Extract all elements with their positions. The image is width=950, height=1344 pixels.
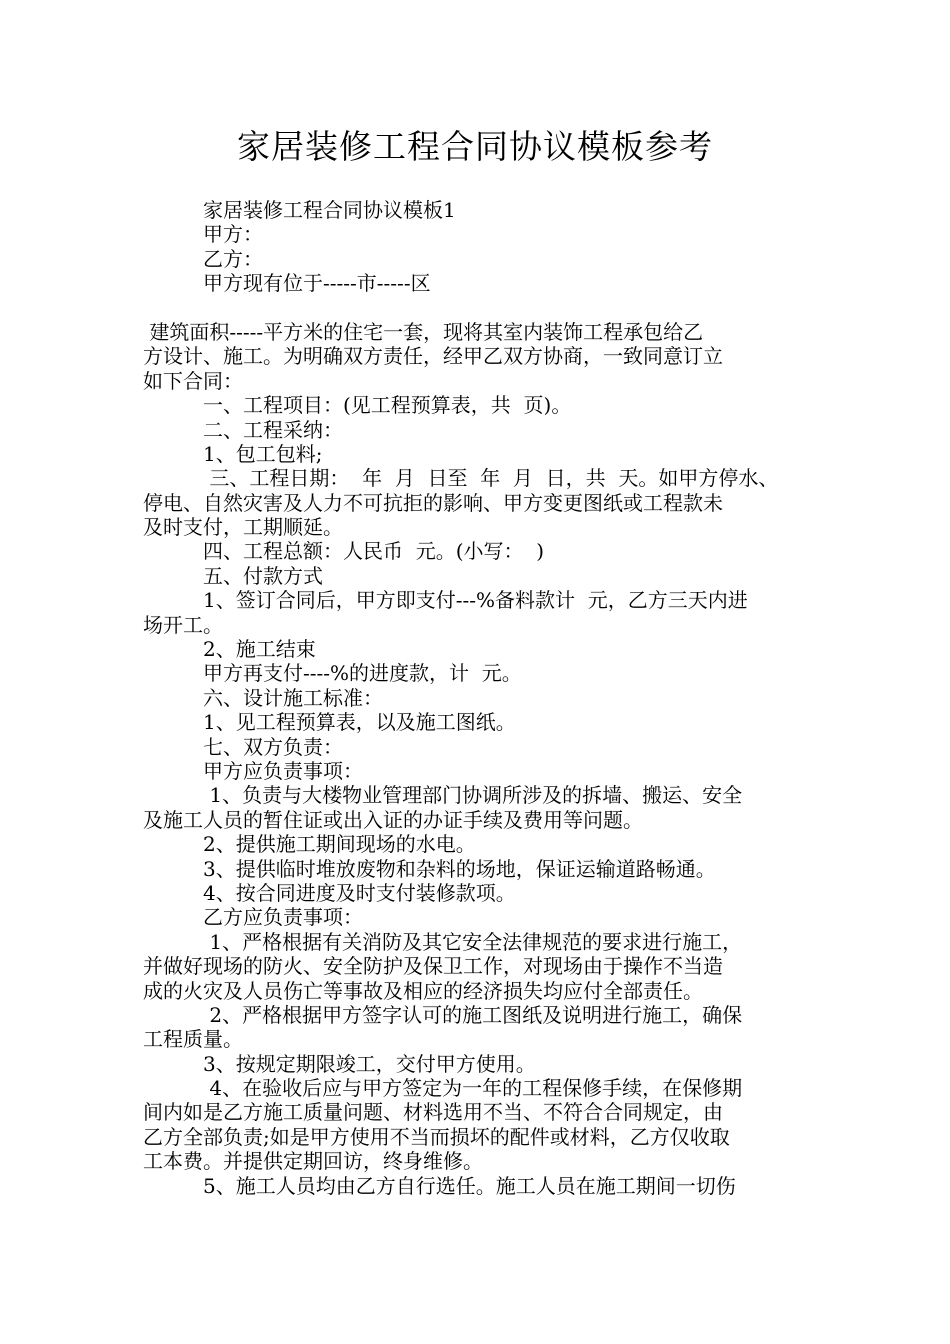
text-line: 场开工。 [143, 612, 223, 637]
text-line: 如下合同： [143, 368, 243, 393]
text-line: 5、施工人员均由乙方自行选任。施工人员在施工期间一切伤 [143, 1173, 736, 1198]
party-b-line: 乙方： [143, 246, 263, 271]
document-title: 家居装修工程合同协议模板参考 [237, 127, 713, 166]
text-line: 甲方现有位于-----市-----区 [143, 271, 431, 296]
clause-heading: 三、工程日期： 年 月 日至 年 月 日，共 天。如甲方停水、 [143, 466, 779, 491]
text-line: 2、施工结束 [143, 637, 316, 662]
text-line: 1、负责与大楼物业管理部门协调所涉及的拆墙、搬运、安全 [143, 783, 743, 808]
text-line: 工本费。并提供定期回访，终身维修。 [143, 1149, 483, 1174]
clause-heading: 六、设计施工标准： [143, 685, 383, 710]
document-body [143, 198, 823, 1198]
text-line: 工程质量。 [143, 1027, 243, 1052]
text-line: 4、按合同进度及时支付装修款项。 [143, 880, 516, 905]
text-line: 2、严格根据甲方签字认可的施工图纸及说明进行施工，确保 [143, 1002, 743, 1027]
text-line: 4、在验收后应与甲方签定为一年的工程保修手续，在保修期 [143, 1076, 743, 1101]
clause-heading: 七、双方负责： [143, 734, 343, 759]
text-line: 乙方全部负责;如是甲方使用不当而损坏的配件或材料，乙方仅收取 [143, 1124, 730, 1149]
text-line: 甲方再支付----%的进度款，计 元。 [143, 661, 522, 686]
text-line: 1、签订合同后，甲方即支付---%备料款计 元，乙方三天内进 [143, 588, 748, 613]
text-line: 方设计、施工。为明确双方责任，经甲乙双方协商，一致同意订立 [143, 344, 723, 369]
text-line: 3、按规定期限竣工，交付甲方使用。 [143, 1051, 536, 1076]
text-line: 2、提供施工期间现场的水电。 [143, 832, 476, 857]
clause-heading: 二、工程采纳： [143, 417, 343, 442]
text-line: 及时支付，工期顺延。 [143, 515, 343, 540]
text-line: 乙方应负责事项： [143, 905, 363, 930]
party-a-line: 甲方： [143, 222, 263, 247]
text-line: 甲方应负责事项： [143, 758, 363, 783]
clause-heading: 五、付款方式 [143, 563, 323, 588]
text-line: 并做好现场的防火、安全防护及保卫工作，对现场由于操作不当造 [143, 954, 723, 979]
text-line: 1、见工程预算表，以及施工图纸。 [143, 710, 516, 735]
blank-line [143, 296, 823, 320]
text-line: 停电、自然灾害及人力不可抗拒的影响、甲方变更图纸或工程款未 [143, 490, 723, 515]
subtitle-line: 家居装修工程合同协议模板1 [143, 198, 456, 222]
text-line: 1、严格根据有关消防及其它安全法律规范的要求进行施工， [143, 929, 743, 954]
text-line: 1、包工包料; [143, 441, 323, 466]
clause-heading: 一、工程项目：(见工程预算表，共 页)。 [143, 393, 572, 418]
text-line: 间内如是乙方施工质量问题、材料选用不当、不符合合同规定，由 [143, 1100, 723, 1125]
clause-heading: 四、工程总额：人民币 元。(小写： ) [143, 539, 545, 564]
text-line: 3、提供临时堆放废物和杂料的场地，保证运输道路畅通。 [143, 856, 716, 881]
text-line: 建筑面积-----平方米的住宅一套，现将其室内装饰工程承包给乙 [143, 319, 704, 344]
text-line: 成的火灾及人员伤亡等事故及相应的经济损失均应付全部责任。 [143, 978, 703, 1003]
text-line: 及施工人员的暂住证或出入证的办证手续及费用等问题。 [143, 807, 643, 832]
